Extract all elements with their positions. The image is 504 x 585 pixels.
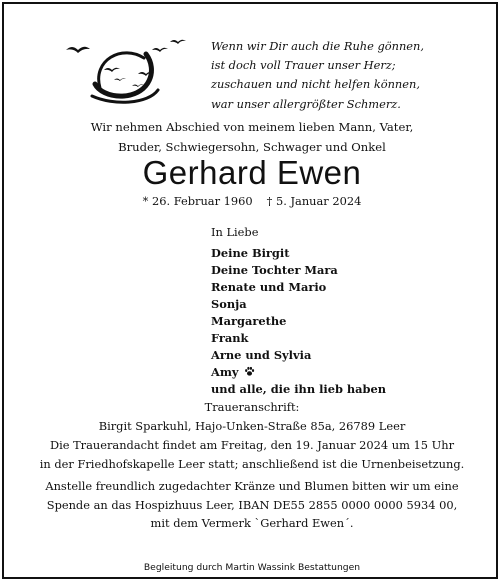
sun-with-birds-icon [62,30,192,110]
donation-line: Spende an das Hospizhuus Leer, IBAN DE55 2855 0000 0000 5934 00, [46,497,458,512]
service-info [0,436,504,473]
family-member: Amy [211,365,239,379]
service-line: in der Friedhofskapelle Leer statt; anschließend ist die Urnenbeisetzung. [39,456,465,471]
family-member: und alle, die ihn lieb haben [211,382,387,396]
undertaker-credit: Begleitung durch Martin Wassink Bestattungen [143,562,361,573]
poem-line: war unser allergrößter Schmerz. [211,96,401,111]
poem-line: ist doch voll Trauer unser Herz; [211,58,396,73]
family-lead: In Liebe [211,225,259,239]
poem [211,37,481,114]
mourning-address [0,398,504,435]
family-member: Frank [211,331,249,345]
poem-line: Wenn wir Dir auch die Ruhe gönnen, [211,39,425,53]
family-member: Deine Tochter Mara [211,263,338,277]
intro-line: Bruder, Schwiegersohn, Schwager und Onkel [118,140,386,154]
family-member: Margarethe [211,314,287,328]
family-member-with-pet [211,364,471,381]
family-list [211,224,471,398]
address-line: Birgit Sparkuhl, Hajo-Unken-Straße 85a, 26789 Leer [98,418,406,433]
death-date: † 5. Januar 2024 [266,194,362,208]
donation-info [0,477,504,533]
poem-line: zuschauen und nicht helfen können, [211,77,420,92]
deceased-name: Gerhard Ewen [142,154,362,191]
family-member: Arne und Sylvia [211,348,312,362]
life-dates [0,192,504,210]
donation-line: Anstelle freundlich zugedachter Kränze und Blumen bitten wir um eine [45,479,459,493]
birth-date: * 26. Februar 1960 [142,194,253,208]
family-member: Renate und Mario [211,280,327,294]
family-member: Sonja [211,297,247,311]
address-label: Traueranschrift: [204,400,300,414]
intro-line: Wir nehmen Abschied von meinem lieben Mann, Vater, [90,120,414,134]
service-line: Die Trauerandacht findet am Freitag, den 19. Januar 2024 um 15 Uhr [49,438,455,452]
family-member: Deine Birgit [211,246,290,260]
paw-print-icon [244,366,255,377]
donation-line: mit dem Vermerk `Gerhard Ewen´. [150,516,354,531]
